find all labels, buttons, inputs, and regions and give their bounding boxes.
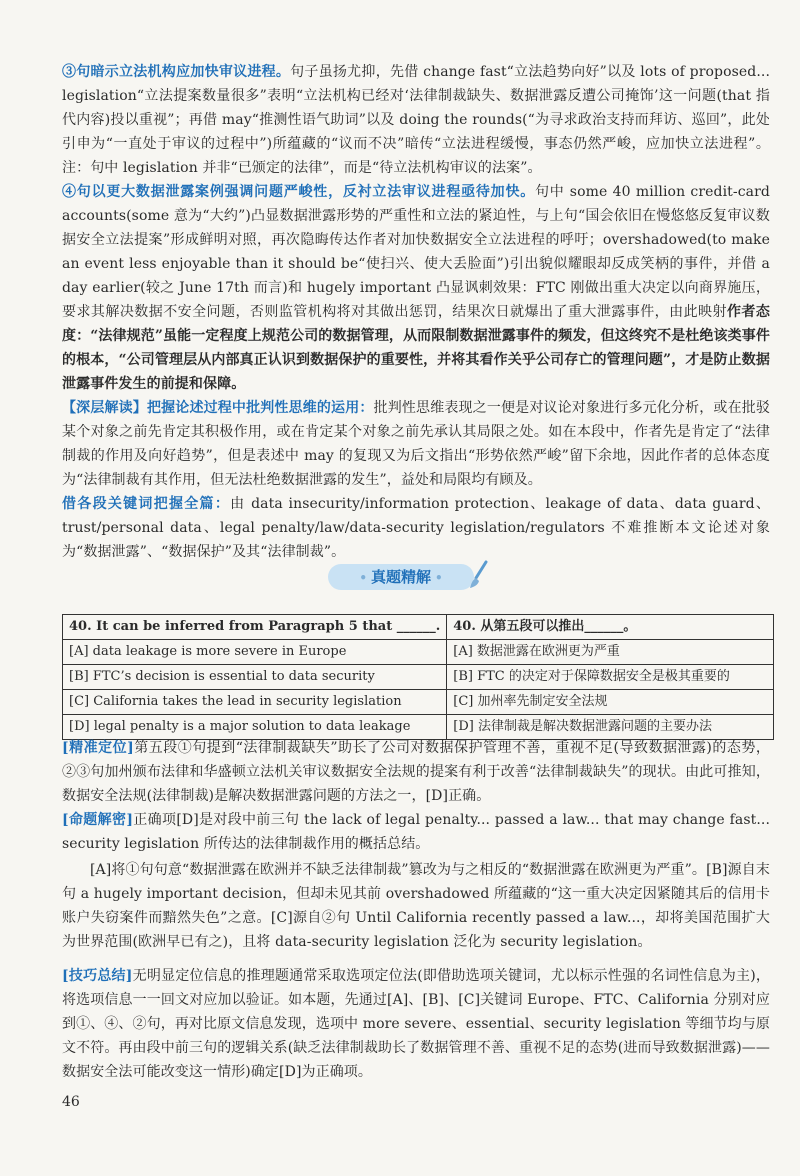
paragraph-question-decode — [62, 808, 770, 856]
paragraph-lead: [技巧总结] — [62, 968, 133, 984]
banner-dot: • — [435, 571, 443, 585]
paragraph-lead: 【深层解读】把握论述过程中批判性思维的运用： — [62, 400, 374, 416]
paragraph-text: [A]将①句句意“数据泄露在欧洲并不缺乏法律制裁”篡改为与之相反的“数据泄露在欧洲更为严重”。[B]源自末句 a hugely important decision，但却未见其前 overshadowed 所蕴藏的“这一重大决定因紧随其后的信用卡账户失窃案件而黯然失色”之意。[C]源自②句 Until California recently passed a law...，却将美国范围扩大为世界范围(欧洲早已有之)，且将 data-security legislation 泛化为 security legislation。 — [62, 862, 770, 950]
paragraph-sentence3 — [62, 60, 770, 180]
paragraph-skill-summary — [62, 964, 770, 1084]
paragraph-text: 句中 some 40 million credit-card accounts(some 意为“大约”)凸显数据泄露形势的严重性和立法的紧迫性，与上句“国会依旧在慢悠悠反复审议数据安全立法提案”形成鲜明对照，再次隐晦传达作者对加快数据安全立法进程的呼吁；overshadowed(to make an event less enjoyable than it should be“使扫兴、使大丢脸面”)引出貌似耀眼却反成笑柄的事件，并借 a day earlier(较之 June 17th 而言)和 hugely important 凸显讽刺效果：FTC 刚做出重大决定以向商界施压，要求其解决数据不安全问题，否则监管机构将对其做出惩罚，结果次日就爆出了重大泄露事件，由此映射 — [62, 184, 770, 320]
author-attitude-text: “法律规范”虽能一定程度上规范公司的数据管理，从而限制数据泄露事件的频发，但这终究不是杜绝该类事件的根本，“公司管理层从内部真正认识到数据保护的重要性，并将其看作关乎公司存亡的管理问题”，才是防止数据泄露事件发生的前提和保障。 — [62, 328, 770, 392]
section-banner — [328, 564, 474, 590]
table-row — [63, 665, 774, 690]
paragraph-text: 第五段①句提到“法律制裁缺失”助长了公司对数据保护管理不善，重视不足(导致数据泄露)的态势，②③句加州颁布法律和华盛顿立法机关审议数据安全法规的提案有利于改善“法律制裁缺失”的现状。由此可推知，数据安全法规(法律制裁)是解决数据泄露问题的方法之一，[D]正确。 — [62, 740, 770, 804]
paragraph-lead: [精准定位] — [62, 740, 134, 756]
paragraph-text: 句子虽扬尤抑，先借 change fast“立法趋势向好”以及 lots of proposed... legislation“立法提案数量很多”表明“立法机构已经对‘法律制裁缺失、数据泄露反遭公司掩饰’这一问题(that 指代内容)投以重视”；再借 may“推测性语气助词”以及 doing the rounds(“为寻求政治支持而拜访、巡回”，此处引申为“一直处于审议的过程中”)所蕴藏的“议而不决”暗传“立法进程缓慢，事态仍然严峻，应加快立法进程”。注：句中 legislation 并非“已颁定的法律”，而是“待立法机构审议的法案”。 — [62, 64, 770, 176]
question-table — [62, 614, 774, 740]
option-d-cn: [D] 法律制裁是解决数据泄露问题的主要办法 — [447, 715, 774, 740]
paragraph-text: 由 data insecurity/information protection、leakage of data、data guard、trust/personal data、legal penalty/law/data-security legislation/regulators 不难推断本文论述对象为“数据泄露”、“数据保护”及其“法律制裁”。 — [62, 496, 771, 560]
option-c-cn: [C] 加州率先制定安全法规 — [447, 690, 774, 715]
paragraph-text: 正确项[D]是对段中前三句 the lack of legal penalty... passed a law... that may change fast... security legislation 所传达的法律制裁作用的概括总结。 — [62, 812, 771, 852]
author-attitude-label: 作者态度： — [62, 304, 770, 344]
paragraph-lead: [命题解密] — [62, 812, 134, 828]
option-b-en: [B] FTC’s decision is essential to data security — [63, 665, 447, 690]
paragraph-sentence4 — [62, 180, 770, 396]
page-number: 46 — [62, 1094, 80, 1110]
paragraph-lead: ④句以更大数据泄露案例强调问题严峻性，反衬立法审议进程亟待加快。 — [62, 184, 536, 200]
brush-icon — [468, 560, 490, 590]
table-row — [63, 640, 774, 665]
paragraph-lead: ③句暗示立法机构应加快审议进程。 — [62, 64, 291, 80]
table-row — [63, 690, 774, 715]
question-stem-en: 40. It can be inferred from Paragraph 5 that ______. — [63, 615, 447, 640]
banner-title: 真题精解 — [370, 568, 431, 586]
paragraph-text: 无明显定位信息的推理题通常采取选项定位法(即借助选项关键词，尤以标示性强的名词性信息为主)，将选项信息一一回文对应加以验证。如本题，先通过[A]、[B]、[C]关键词 Europe、FTC、California 分别对应到①、④、②句，再对比原文信息发现，选项中 more severe、essential、security legislation 等细节均与原文不符。再由段中前三句的逻辑关系(缺乏法律制裁助长了数据管理不善、重视不足的态势(进而导致数据泄露)——数据安全法可能改变这一情形)确定[D]为正确项。 — [62, 968, 770, 1080]
paragraph-keywords — [62, 492, 770, 564]
paragraph-distractors — [62, 858, 770, 954]
table-row — [63, 615, 774, 640]
option-b-cn: [B] FTC 的决定对于保障数据安全是极其重要的 — [447, 665, 774, 690]
paragraph-text: 批判性思维表现之一便是对议论对象进行多元化分析，或在批驳某个对象之前先肯定其积极作用，或在肯定某个对象之前先承认其局限之处。如在本段中，作者先是肯定了“法律制裁的作用及向好趋势”，但是表述中 may 的复现又为后文指出“形势依然严峻”留下余地，因此作者的总体态度为“法律制裁有其作用，但无法杜绝数据泄露的发生”，益处和局限均有顾及。 — [62, 400, 770, 488]
paragraph-precise-location — [62, 736, 770, 808]
question-stem-cn: 40. 从第五段可以推出______。 — [447, 615, 774, 640]
option-d-en: [D] legal penalty is a major solution to data leakage — [63, 715, 447, 740]
option-c-en: [C] California takes the lead in security legislation — [63, 690, 447, 715]
option-a-en: [A] data leakage is more severe in Europe — [63, 640, 447, 665]
paragraph-deep-reading — [62, 396, 770, 492]
banner-dot: • — [359, 571, 367, 585]
option-a-cn: [A] 数据泄露在欧洲更为严重 — [447, 640, 774, 665]
paragraph-lead: 借各段关键词把握全篇： — [62, 496, 231, 512]
